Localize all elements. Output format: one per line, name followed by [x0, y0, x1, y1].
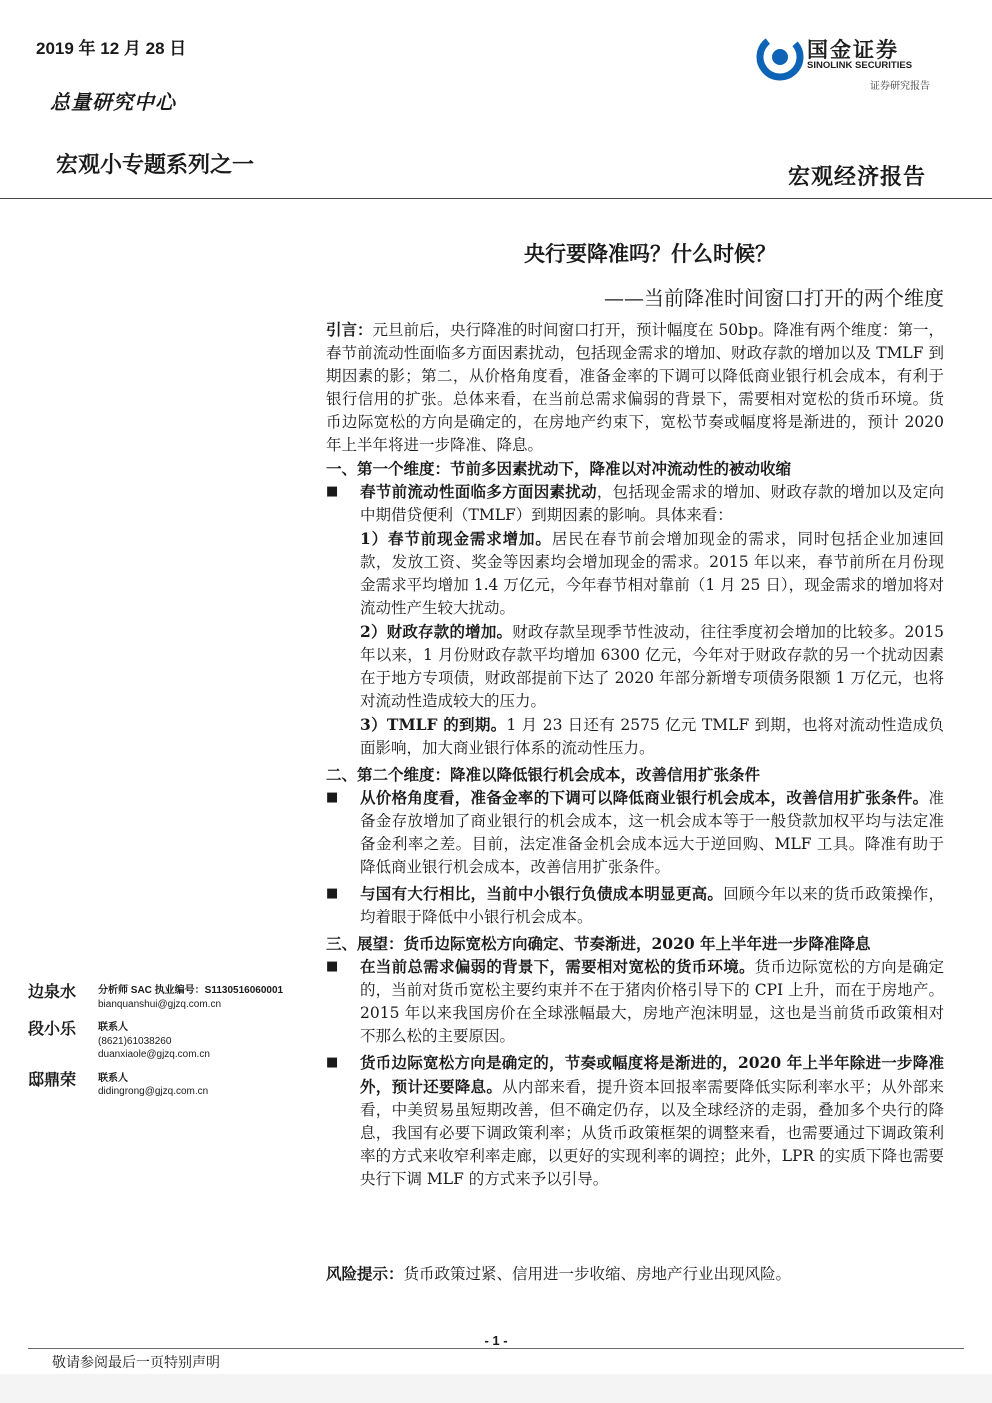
intro-text: 元旦前后，央行降准的时间窗口打开，预计幅度在 50bp。降准有两个维度：第一，春节前流动性面临多方面因素扰动，包括现金需求的增加、财政存款的增加以及 TMLF 到期因素的影；第二，从价格角度看，准备金率的下调可以降低商业银行机会成本，有利于银行信用的扩张。总体来看，在当前总需求偏弱的背景下，需要相对宽松的货币环境。货币边际宽松的方向是确定的，在房地产约束下，宽松节奏或幅度将是渐进的，预计 2020 年上半年将进一步降准、降息。 — [326, 321, 945, 454]
sub-point-lead: 2）财政存款的增加。 — [360, 622, 513, 641]
bullet-lead: 春节前流动性面临多方面因素扰动 — [360, 482, 597, 501]
department-name: 总量研究中心 — [50, 90, 176, 114]
bullet-lead: 与国有大行相比，当前中小银行负债成本明显更高。 — [360, 884, 724, 903]
bullet-item — [326, 786, 944, 879]
bullet-text: 回顾今年以来的货币政策操作，均着眼于降低中小银行机会成本。 — [360, 885, 944, 926]
page-bottom-margin — [0, 1374, 992, 1403]
section-heading: 一、第一个维度：节前多因素扰动下，降准以对冲流动性的被动收缩 — [326, 459, 792, 478]
intro-paragraph — [326, 318, 944, 457]
analyst-email[interactable]: bianquanshui@gjzq.com.cn — [98, 998, 222, 1010]
analyst-phone: (8621)61038260 — [98, 1035, 172, 1047]
analyst-email[interactable]: didingrong@gjzq.com.cn — [98, 1086, 209, 1097]
section-heading: 三、展望：货币边际宽松方向确定、节奏渐进，2020 年上半年进一步降准降息 — [326, 934, 871, 953]
page-number: - 1 - — [484, 1333, 508, 1348]
sub-point — [360, 713, 944, 760]
bullet-item — [326, 882, 944, 929]
sub-point-text: 1 月 23 日还有 2575 亿元 TMLF 到期，也将对流动性造成负面影响，加大商业银行体系的流动性压力。 — [360, 716, 945, 757]
bullet-text: 准备金存放增加了商业银行的机会成本，这一机会成本等于一般贷款加权平均与法定准备金利率之差。目前，法定准备金机会成本远大于逆回购、MLF 工具。降准有助于降低商业银行机会成本，改善信用扩张条件。 — [360, 789, 944, 876]
bullet-square-icon: ■ — [326, 886, 339, 901]
bullet-square-icon: ■ — [326, 959, 339, 974]
bullet-lead: 从价格角度看，准备金率的下调可以降低商业银行机会成本，改善信用扩张条件。 — [360, 788, 929, 807]
report-type: 宏观经济报告 — [787, 164, 926, 190]
sub-point — [360, 527, 944, 620]
report-subtitle: ——当前降准时间窗口打开的两个维度 — [604, 286, 944, 310]
analyst-name: 段小乐 — [28, 1021, 77, 1038]
report-date: 2019 年 12 月 28 日 — [36, 39, 187, 58]
bullet-text: ，包括现金需求的增加、财政存款的增加以及定向中期借贷便利（TMLF）到期因素的影响。具体来看： — [360, 483, 944, 524]
bullet-item — [326, 955, 944, 1048]
risk-warning — [326, 1262, 791, 1284]
sub-point-text: 居民在春节前会增加现金的需求，同时包括企业加速回款，发放工资、奖金等因素均会增加现金的需求。2015 年以来，春节前所在月份现金需求平均增加 1.4 万亿元，今年春节相对靠前（1 月 25 日），现金需求的增加将对流动性产生较大扰动。 — [360, 530, 944, 617]
bullet-item — [326, 480, 944, 760]
bullet-text: 货币边际宽松的方向是确定的，当前对货币宽松主要约束并不在于猪肉价格引导下的 CPI 上升，而在于房地产。2015 年以来我国房价在全球涨幅最大，房地产泡沫明显，这也是当前货币政策相对不那么松的主要原因。 — [360, 958, 944, 1045]
analyst-entry — [28, 1021, 308, 1062]
report-title: 央行要降准吗？什么时候？ — [524, 241, 776, 266]
analyst-role: 分析师 SAC 执业编号：S1130516060001 — [98, 985, 284, 996]
analyst-role: 联系人 — [98, 1022, 128, 1033]
report-series: 宏观小专题系列之一 — [56, 152, 255, 177]
sub-point — [360, 620, 944, 713]
bullet-lead: 货币边际宽松方向是确定的，节奏或幅度将是渐进的，2020 年上半年除进一步降准外，预计还要降息。 — [360, 1053, 944, 1096]
risk-text: 货币政策过紧、信用进一步收缩、房地产行业出现风险。 — [403, 1265, 792, 1283]
footer-divider — [28, 1348, 964, 1349]
logo-name-cn: 国金证券 — [807, 38, 899, 62]
analyst-name: 边泉水 — [28, 984, 77, 1001]
bullet-square-icon: ■ — [326, 484, 339, 499]
header-divider — [0, 198, 992, 199]
analyst-email[interactable]: duanxiaole@gjzq.com.cn — [98, 1049, 210, 1060]
report-body — [326, 318, 944, 1194]
bullet-text: 从内部来看，提升资本回报率需要降低实际利率水平；从外部来看，中美贸易虽短期改善，但不确定仍存，以及全球经济的走弱，叠加多个央行的降息，我国有必要下调政策利率；从货币政策框架的调整来看，也需要通过下调政策利率的方式来收窄利率走廊，以更好的实现利率的调控；此外，LPR 的实质下降也需要央行下调 MLF 的方式来予以引导。 — [360, 1078, 944, 1188]
footer-disclaimer: 敬请参阅最后一页特别声明 — [52, 1355, 220, 1371]
intro-label: 引言： — [326, 320, 373, 339]
analyst-role: 联系人 — [98, 1072, 128, 1084]
analyst-list — [28, 984, 308, 1109]
sub-point-lead: 1）春节前现金需求增加。 — [360, 529, 552, 548]
analyst-entry — [28, 984, 308, 1011]
bullet-item — [326, 1051, 944, 1191]
bullet-square-icon: ■ — [326, 790, 339, 805]
logo-subtitle: 证券研究报告 — [870, 81, 930, 92]
logo-mark-icon — [756, 30, 806, 84]
analyst-entry — [28, 1072, 308, 1099]
sub-point-lead: 3）TMLF 的到期。 — [360, 715, 507, 734]
sub-point-text: 财政存款呈现季节性波动，往往季度初会增加的比较多。2015 年以来，1 月份财政存款平均增加 6300 亿元，今年对于财政存款的另一个扰动因素在于地方专项债，财政部提前下达了 2020 年部分新增专项债务限额 1 万亿元，也将对流动性造成较大的压力。 — [360, 623, 944, 710]
section-heading: 二、第二个维度：降准以降低银行机会成本，改善信用扩张条件 — [326, 765, 761, 784]
bullet-square-icon: ■ — [326, 1055, 339, 1070]
analyst-name: 邸鼎荣 — [28, 1071, 77, 1089]
logo-name-en: SINOLINK SECURITIES — [807, 60, 913, 71]
risk-label: 风险提示： — [326, 1264, 404, 1283]
bullet-lead: 在当前总需求偏弱的背景下，需要相对宽松的货币环境。 — [360, 957, 755, 976]
